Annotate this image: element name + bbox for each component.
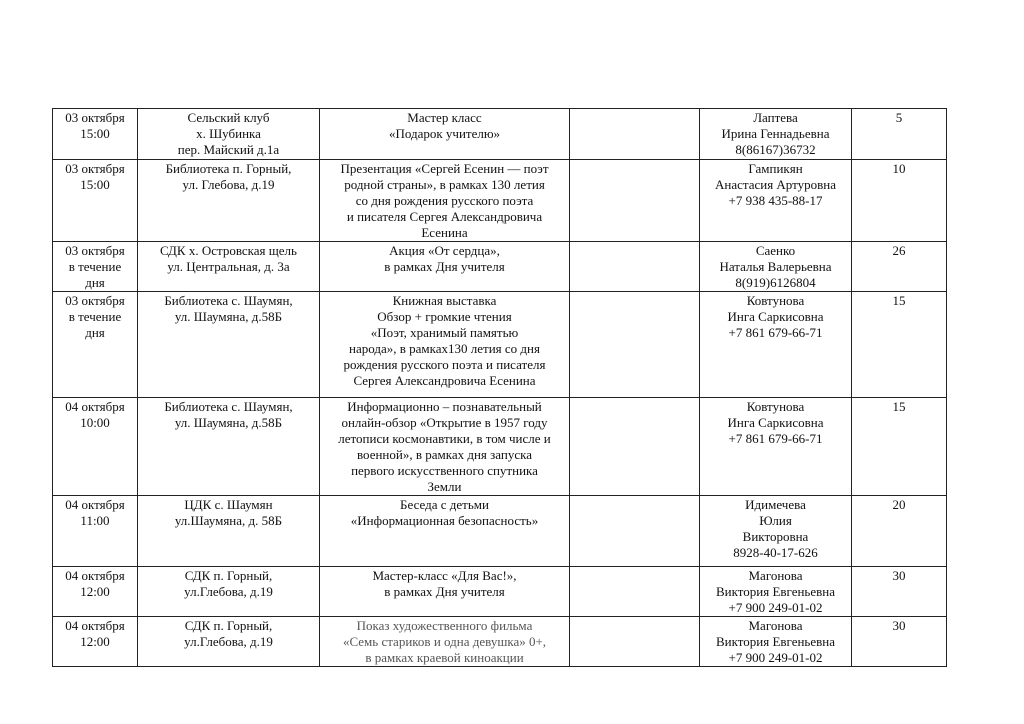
- count-cell: 20: [852, 496, 947, 567]
- event-cell: Беседа с детьми «Информационная безопасность»: [320, 496, 570, 567]
- contact-cell: Ковтунова Инга Саркисовна +7 861 679-66-71: [700, 292, 852, 398]
- venue-cell: СДК п. Горный, ул.Глебова, д.19: [138, 617, 320, 667]
- count-cell: 15: [852, 292, 947, 398]
- count-cell: 26: [852, 242, 947, 292]
- count-cell: 5: [852, 109, 947, 160]
- events-table: [52, 108, 947, 667]
- empty-cell: [570, 398, 700, 496]
- contact-cell: Ковтунова Инга Саркисовна +7 861 679-66-71: [700, 398, 852, 496]
- table-row: [53, 398, 947, 496]
- table-row: [53, 242, 947, 292]
- venue-cell: ЦДК с. Шаумян ул.Шаумяна, д. 58Б: [138, 496, 320, 567]
- empty-cell: [570, 567, 700, 617]
- table-row: [53, 617, 947, 667]
- contact-cell: Гампикян Анастасия Артуровна +7 938 435-88-17: [700, 160, 852, 242]
- venue-cell: Сельский клуб х. Шубинка пер. Майский д.1а: [138, 109, 320, 160]
- venue-cell: СДК х. Островская щель ул. Центральная, д. 3а: [138, 242, 320, 292]
- event-cell: Мастер-класс «Для Вас!», в рамках Дня учителя: [320, 567, 570, 617]
- contact-cell: Магонова Виктория Евгеньевна +7 900 249-01-02: [700, 567, 852, 617]
- venue-cell: Библиотека п. Горный, ул. Глебова, д.19: [138, 160, 320, 242]
- empty-cell: [570, 617, 700, 667]
- venue-cell: Библиотека с. Шаумян, ул. Шаумяна, д.58Б: [138, 292, 320, 398]
- event-cell: Информационно – познавательный онлайн-обзор «Открытие в 1957 году летописи космонавтики, в том числе и военной», в рамках дня запуска первого искусственного спутника Земли: [320, 398, 570, 496]
- empty-cell: [570, 160, 700, 242]
- count-cell: 30: [852, 617, 947, 667]
- empty-cell: [570, 292, 700, 398]
- date-cell: 03 октября 15:00: [53, 109, 138, 160]
- empty-cell: [570, 496, 700, 567]
- event-cell: Акция «От сердца», в рамках Дня учителя: [320, 242, 570, 292]
- count-cell: 15: [852, 398, 947, 496]
- date-cell: 03 октября в течение дня: [53, 292, 138, 398]
- contact-cell: Магонова Виктория Евгеньевна +7 900 249-01-02: [700, 617, 852, 667]
- date-cell: 04 октября 12:00: [53, 617, 138, 667]
- date-cell: 04 октября 10:00: [53, 398, 138, 496]
- contact-cell: Лаптева Ирина Геннадьевна 8(86167)36732: [700, 109, 852, 160]
- date-cell: 04 октября 11:00: [53, 496, 138, 567]
- table-row: [53, 496, 947, 567]
- table-row: [53, 109, 947, 160]
- contact-cell: Идимечева Юлия Викторовна 8928-40-17-626: [700, 496, 852, 567]
- event-cell: Книжная выставка Обзор + громкие чтения «Поэт, хранимый памятью народа», в рамках130 летия со дня рождения русского поэта и писателя Сергея Александровича Есенина: [320, 292, 570, 398]
- count-cell: 10: [852, 160, 947, 242]
- date-cell: 04 октября 12:00: [53, 567, 138, 617]
- table-row: [53, 160, 947, 242]
- table-row: [53, 567, 947, 617]
- event-cell: Мастер класс «Подарок учителю»: [320, 109, 570, 160]
- event-cell: Презентация «Сергей Есенин — поэт родной страны», в рамках 130 летия со дня рождения русского поэта и писателя Сергея Александровича Есенина: [320, 160, 570, 242]
- empty-cell: [570, 109, 700, 160]
- count-cell: 30: [852, 567, 947, 617]
- venue-cell: СДК п. Горный, ул.Глебова, д.19: [138, 567, 320, 617]
- empty-cell: [570, 242, 700, 292]
- event-cell: Показ художественного фильма «Семь стариков и одна девушка» 0+, в рамках краевой киноакции: [320, 617, 570, 667]
- table-row: [53, 292, 947, 398]
- date-cell: 03 октября в течение дня: [53, 242, 138, 292]
- contact-cell: Саенко Наталья Валерьевна 8(919)6126804: [700, 242, 852, 292]
- date-cell: 03 октября 15:00: [53, 160, 138, 242]
- venue-cell: Библиотека с. Шаумян, ул. Шаумяна, д.58Б: [138, 398, 320, 496]
